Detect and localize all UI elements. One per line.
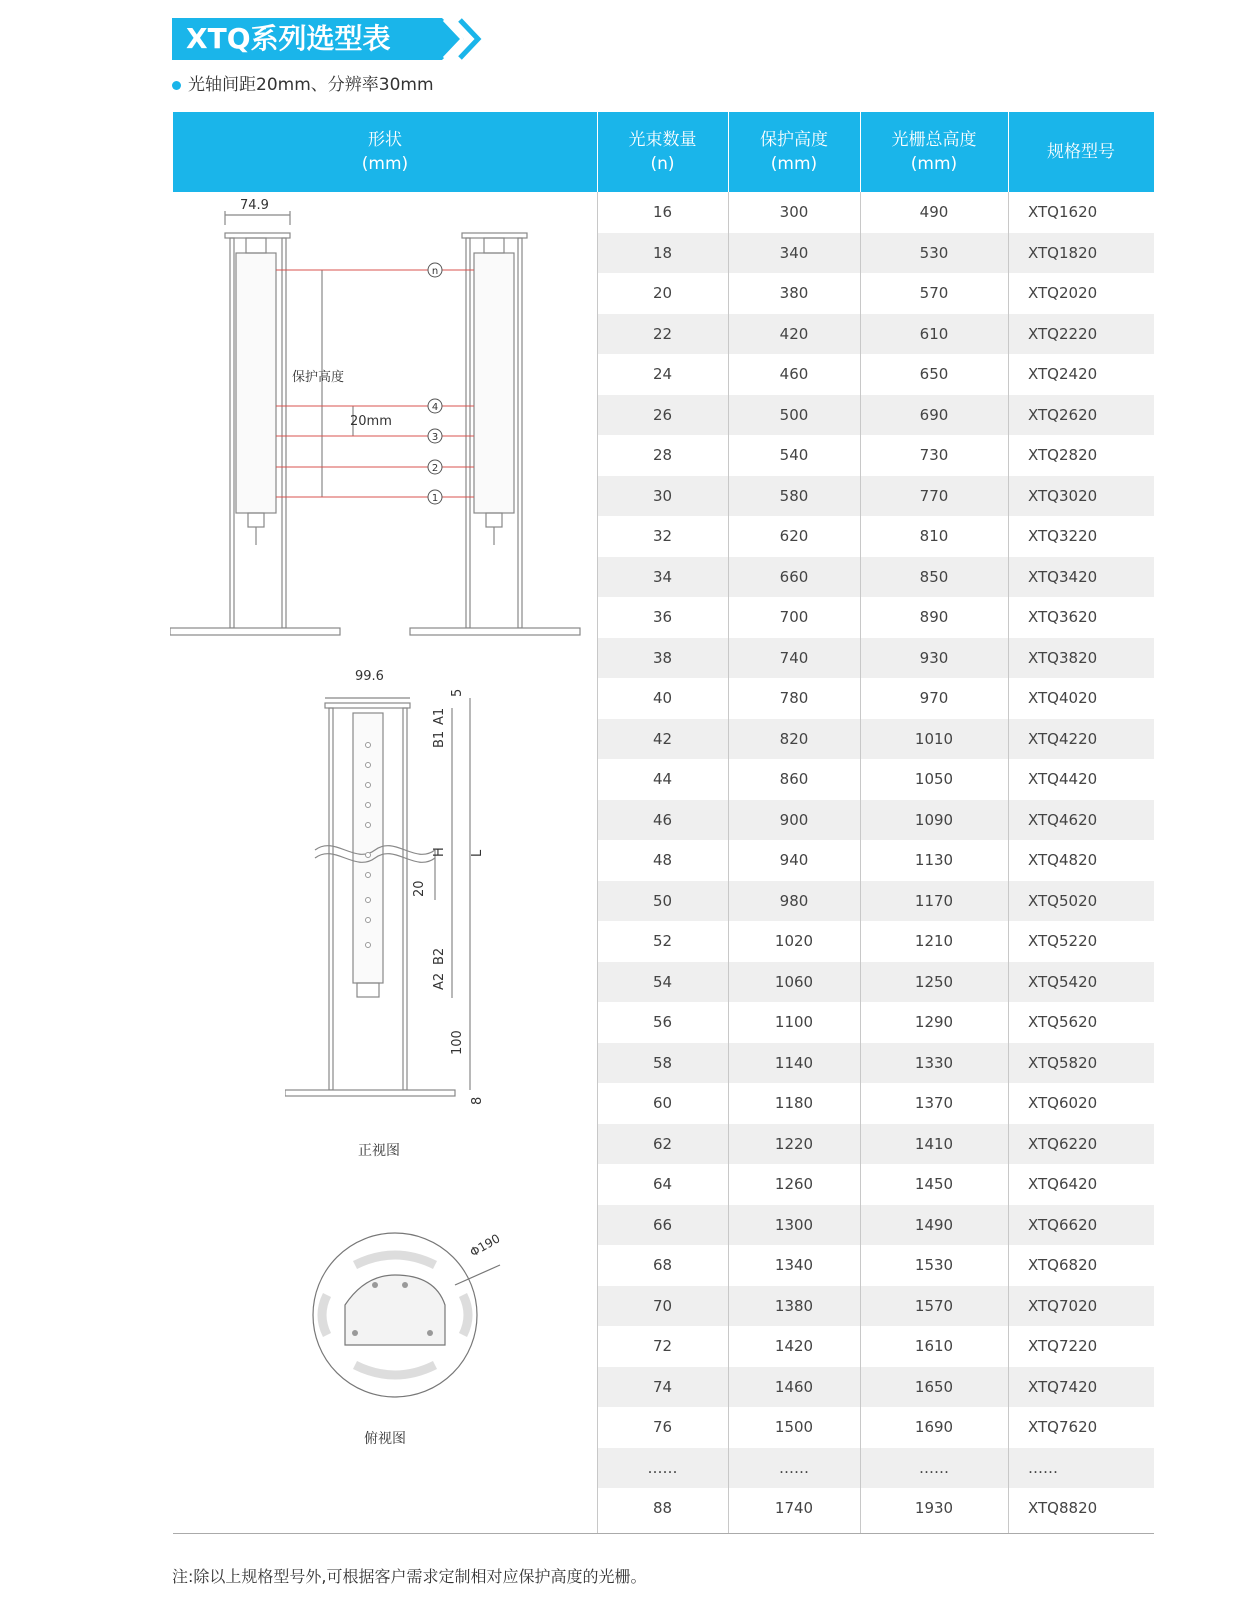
subtitle-text: 光轴间距20mm、分辨率30mm <box>188 75 434 95</box>
cell-beams: 40 <box>652 689 673 707</box>
light-curtain-pair-drawing <box>170 195 590 645</box>
cell-model: XTQ3820 <box>1028 648 1098 667</box>
cell-model: XTQ2420 <box>1028 365 1098 383</box>
cell-total: 490 <box>919 203 949 221</box>
cell-beams: 36 <box>652 608 673 626</box>
table-header <box>173 112 1154 192</box>
table-row <box>597 1043 1154 1084</box>
column-divider <box>860 192 861 1534</box>
cell-model: XTQ4820 <box>1028 851 1098 869</box>
cell-height: 300 <box>779 203 809 221</box>
cell-height: 540 <box>779 446 809 464</box>
table-row <box>597 1124 1154 1165</box>
cell-total: 1050 <box>914 770 954 788</box>
title-banner <box>172 18 442 60</box>
table-row <box>597 516 1154 557</box>
cell-total: 770 <box>919 486 949 505</box>
table-row <box>597 395 1154 436</box>
cell-total: 530 <box>919 243 949 262</box>
dim-100: 100 <box>450 1030 465 1055</box>
cell-model: XTQ1620 <box>1028 203 1098 221</box>
cell-total: 1170 <box>914 891 954 910</box>
cell-model: XTQ6020 <box>1028 1094 1098 1112</box>
table-row <box>597 1488 1154 1529</box>
cell-total: 1210 <box>914 932 954 950</box>
cell-height: 380 <box>779 284 809 302</box>
cell-height: 580 <box>779 486 809 505</box>
cell-beams: 26 <box>652 405 673 424</box>
cell-model: XTQ3220 <box>1028 527 1098 545</box>
cell-model: XTQ2620 <box>1028 405 1098 424</box>
table-row <box>597 678 1154 719</box>
cell-beams: 88 <box>652 1499 673 1517</box>
beam-n-label: n <box>431 266 439 277</box>
diameter-label: Φ190 <box>467 1231 503 1260</box>
top-view-drawing <box>305 1225 545 1405</box>
cell-total: 1410 <box>914 1134 954 1153</box>
cell-total: 690 <box>919 405 949 424</box>
bullet-dot-icon <box>172 81 181 90</box>
cell-model: XTQ3020 <box>1028 486 1098 505</box>
cell-beams: 46 <box>652 810 673 829</box>
cell-height: 420 <box>779 324 809 343</box>
table-row <box>597 719 1154 760</box>
cell-height: 780 <box>779 689 809 707</box>
table-row <box>597 1083 1154 1124</box>
cell-beams: 34 <box>652 567 673 586</box>
cell-height: 1420 <box>774 1337 814 1355</box>
beam-4-label: 4 <box>431 402 439 413</box>
cell-beams: 52 <box>652 932 673 950</box>
cell-height: 980 <box>779 891 809 910</box>
table-row <box>597 273 1154 314</box>
double-chevron-icon <box>440 18 488 60</box>
cell-model: XTQ6420 <box>1028 1175 1098 1193</box>
table-row <box>597 881 1154 922</box>
table-bottom-line <box>173 1533 1154 1534</box>
cell-total: 1690 <box>914 1418 954 1436</box>
table-row <box>597 1164 1154 1205</box>
front-view-caption: 正视图 <box>358 1143 400 1159</box>
header-total <box>860 112 1008 192</box>
table-body <box>597 192 1154 1529</box>
cell-height: 740 <box>779 648 809 667</box>
table-row <box>597 921 1154 962</box>
table-row <box>597 800 1154 841</box>
cell-total: 890 <box>919 608 949 626</box>
cell-beams: 74 <box>652 1377 673 1396</box>
page-title: XTQ系列选型表 <box>186 22 391 55</box>
header-total-label: 光栅总高度 <box>891 130 977 150</box>
cell-beams: 54 <box>652 972 673 991</box>
cell-model: XTQ4220 <box>1028 729 1098 748</box>
subtitle <box>172 70 434 95</box>
cell-height: 1300 <box>774 1215 814 1234</box>
cell-total: 1370 <box>914 1094 954 1112</box>
cell-total: 1010 <box>914 729 954 748</box>
dim-b1: B1 <box>432 730 447 748</box>
pitch-label: 20mm <box>350 414 392 429</box>
cell-model: XTQ6620 <box>1028 1215 1098 1234</box>
cell-model: XTQ8820 <box>1028 1499 1098 1517</box>
cell-height: 1100 <box>774 1013 814 1031</box>
cell-height: 1220 <box>774 1134 814 1153</box>
cell-beams: 50 <box>652 891 673 910</box>
table-row <box>597 233 1154 274</box>
header-beams <box>597 112 728 192</box>
cell-model: XTQ2020 <box>1028 284 1098 302</box>
cell-total: 610 <box>919 324 949 343</box>
dim-a2: A2 <box>432 972 447 990</box>
table-row <box>597 354 1154 395</box>
cell-model: XTQ4420 <box>1028 770 1098 788</box>
header-total-unit: (mm) <box>910 154 958 174</box>
dim-width-2: 99.6 <box>355 669 384 684</box>
cell-beams: 28 <box>652 446 673 464</box>
table-row <box>597 759 1154 800</box>
cell-total: 970 <box>919 689 949 707</box>
table-row <box>597 1002 1154 1043</box>
cell-total: 930 <box>919 648 949 667</box>
cell-height: 500 <box>779 405 809 424</box>
beam-3-label: 3 <box>431 432 439 443</box>
cell-total: 810 <box>919 527 949 545</box>
cell-model: …… <box>1028 1458 1058 1477</box>
cell-total: 1290 <box>914 1013 954 1031</box>
cell-model: XTQ4620 <box>1028 810 1098 829</box>
cell-model: XTQ7220 <box>1028 1337 1098 1355</box>
cell-height: …… <box>779 1458 809 1477</box>
header-height <box>728 112 860 192</box>
cell-height: 340 <box>779 243 809 262</box>
protect-height-label: 保护高度 <box>292 370 345 385</box>
cell-beams: 18 <box>652 243 673 262</box>
table-row <box>597 1407 1154 1448</box>
cell-model: XTQ6820 <box>1028 1256 1098 1274</box>
cell-total: 1650 <box>914 1377 954 1396</box>
cell-total: 1530 <box>914 1256 954 1274</box>
cell-total: 1330 <box>914 1053 954 1072</box>
cell-height: 1460 <box>774 1377 814 1396</box>
header-shape-label: 形状 <box>368 130 402 150</box>
cell-beams: 16 <box>652 203 673 221</box>
dim-20: 20 <box>412 880 427 897</box>
header-model <box>1008 112 1154 192</box>
column-divider <box>597 192 598 1534</box>
cell-beams: 72 <box>652 1337 673 1355</box>
footnote: 注:除以上规格型号外,可根据客户需求定制相对应保护高度的光栅。 <box>172 1567 647 1586</box>
cell-height: 660 <box>779 567 809 586</box>
header-height-unit: (mm) <box>770 154 818 174</box>
dim-h: H <box>432 847 447 857</box>
cell-model: XTQ5020 <box>1028 891 1098 910</box>
cell-height: 1260 <box>774 1175 814 1193</box>
table-row <box>597 1205 1154 1246</box>
cell-beams: 24 <box>652 365 673 383</box>
cell-model: XTQ5220 <box>1028 932 1098 950</box>
cell-beams: 30 <box>652 486 673 505</box>
cell-beams: 56 <box>652 1013 673 1031</box>
cell-height: 1740 <box>774 1499 814 1517</box>
cell-height: 620 <box>779 527 809 545</box>
dim-5: 5 <box>450 688 465 697</box>
cell-total: 1450 <box>914 1175 954 1193</box>
table-row <box>597 557 1154 598</box>
cell-beams: 44 <box>652 770 673 788</box>
cell-model: XTQ7020 <box>1028 1296 1098 1315</box>
cell-model: XTQ7420 <box>1028 1377 1098 1396</box>
cell-beams: 42 <box>652 729 673 748</box>
cell-total: 1490 <box>914 1215 954 1234</box>
cell-height: 900 <box>779 810 809 829</box>
front-view-drawing <box>285 665 525 1145</box>
table-row <box>597 435 1154 476</box>
cell-model: XTQ5420 <box>1028 972 1098 991</box>
cell-model: XTQ5820 <box>1028 1053 1098 1072</box>
dim-l: L <box>470 849 485 857</box>
cell-height: 1140 <box>774 1053 814 1072</box>
cell-height: 820 <box>779 729 809 748</box>
table-row <box>597 597 1154 638</box>
cell-beams: 68 <box>652 1256 673 1274</box>
dim-b2: B2 <box>432 947 447 965</box>
cell-beams: 70 <box>652 1296 673 1315</box>
cell-beams: 66 <box>652 1215 673 1234</box>
header-model-label: 规格型号 <box>1047 142 1115 162</box>
table-row <box>597 1245 1154 1286</box>
cell-beams: 58 <box>652 1053 673 1072</box>
cell-height: 940 <box>779 851 809 869</box>
cell-height: 860 <box>779 770 809 788</box>
cell-total: 1570 <box>914 1296 954 1315</box>
cell-beams: 22 <box>652 324 673 343</box>
table-row <box>597 1326 1154 1367</box>
table-row <box>597 962 1154 1003</box>
column-divider <box>1008 192 1009 1534</box>
cell-model: XTQ1820 <box>1028 243 1098 262</box>
cell-beams: 38 <box>652 648 673 667</box>
cell-total: 1250 <box>914 972 954 991</box>
cell-height: 460 <box>779 365 809 383</box>
column-divider <box>728 192 729 1534</box>
cell-total: 1090 <box>914 810 954 829</box>
table-row <box>597 840 1154 881</box>
table-row <box>597 476 1154 517</box>
dim-a1: A1 <box>432 707 447 725</box>
cell-beams: 76 <box>652 1418 673 1436</box>
cell-height: 1380 <box>774 1296 814 1315</box>
header-beams-label: 光束数量 <box>628 130 697 150</box>
table-row <box>597 638 1154 679</box>
cell-height: 1180 <box>774 1094 814 1112</box>
beam-1-label: 1 <box>431 493 439 504</box>
cell-total: 570 <box>919 284 949 302</box>
cell-model: XTQ3420 <box>1028 567 1098 586</box>
table-row <box>597 1367 1154 1408</box>
cell-model: XTQ2220 <box>1028 324 1098 343</box>
header-height-label: 保护高度 <box>760 130 828 150</box>
cell-total: 730 <box>919 446 949 464</box>
cell-height: 1020 <box>774 932 814 950</box>
table-row <box>597 1448 1154 1489</box>
header-beams-unit: (n) <box>650 154 675 174</box>
dim-8: 8 <box>470 1096 485 1105</box>
cell-beams: …… <box>647 1458 678 1477</box>
beam-2-label: 2 <box>431 463 439 474</box>
cell-total: …… <box>919 1458 949 1477</box>
cell-total: 850 <box>919 567 949 586</box>
table-row <box>597 192 1154 233</box>
cell-beams: 32 <box>652 527 673 545</box>
cell-height: 1340 <box>774 1256 814 1274</box>
cell-model: XTQ4020 <box>1028 689 1098 707</box>
header-shape-unit: (mm) <box>361 154 409 174</box>
cell-total: 1930 <box>914 1499 954 1517</box>
cell-beams: 60 <box>652 1094 673 1112</box>
cell-beams: 64 <box>652 1175 673 1193</box>
table-row <box>597 1286 1154 1327</box>
cell-model: XTQ2820 <box>1028 446 1098 464</box>
top-view-caption: 俯视图 <box>364 1431 406 1447</box>
cell-height: 1060 <box>774 972 814 991</box>
cell-model: XTQ5620 <box>1028 1013 1098 1031</box>
header-shape <box>173 112 597 192</box>
cell-beams: 62 <box>652 1134 673 1153</box>
cell-total: 1130 <box>914 851 954 869</box>
cell-beams: 48 <box>652 851 673 869</box>
cell-model: XTQ3620 <box>1028 608 1098 626</box>
cell-total: 650 <box>919 365 949 383</box>
cell-beams: 20 <box>652 284 673 302</box>
cell-height: 700 <box>779 608 809 626</box>
dim-width-1: 74.9 <box>240 198 269 213</box>
cell-height: 1500 <box>774 1418 814 1436</box>
cell-model: XTQ7620 <box>1028 1418 1098 1436</box>
cell-model: XTQ6220 <box>1028 1134 1098 1153</box>
table-row <box>597 314 1154 355</box>
cell-total: 1610 <box>914 1337 954 1355</box>
